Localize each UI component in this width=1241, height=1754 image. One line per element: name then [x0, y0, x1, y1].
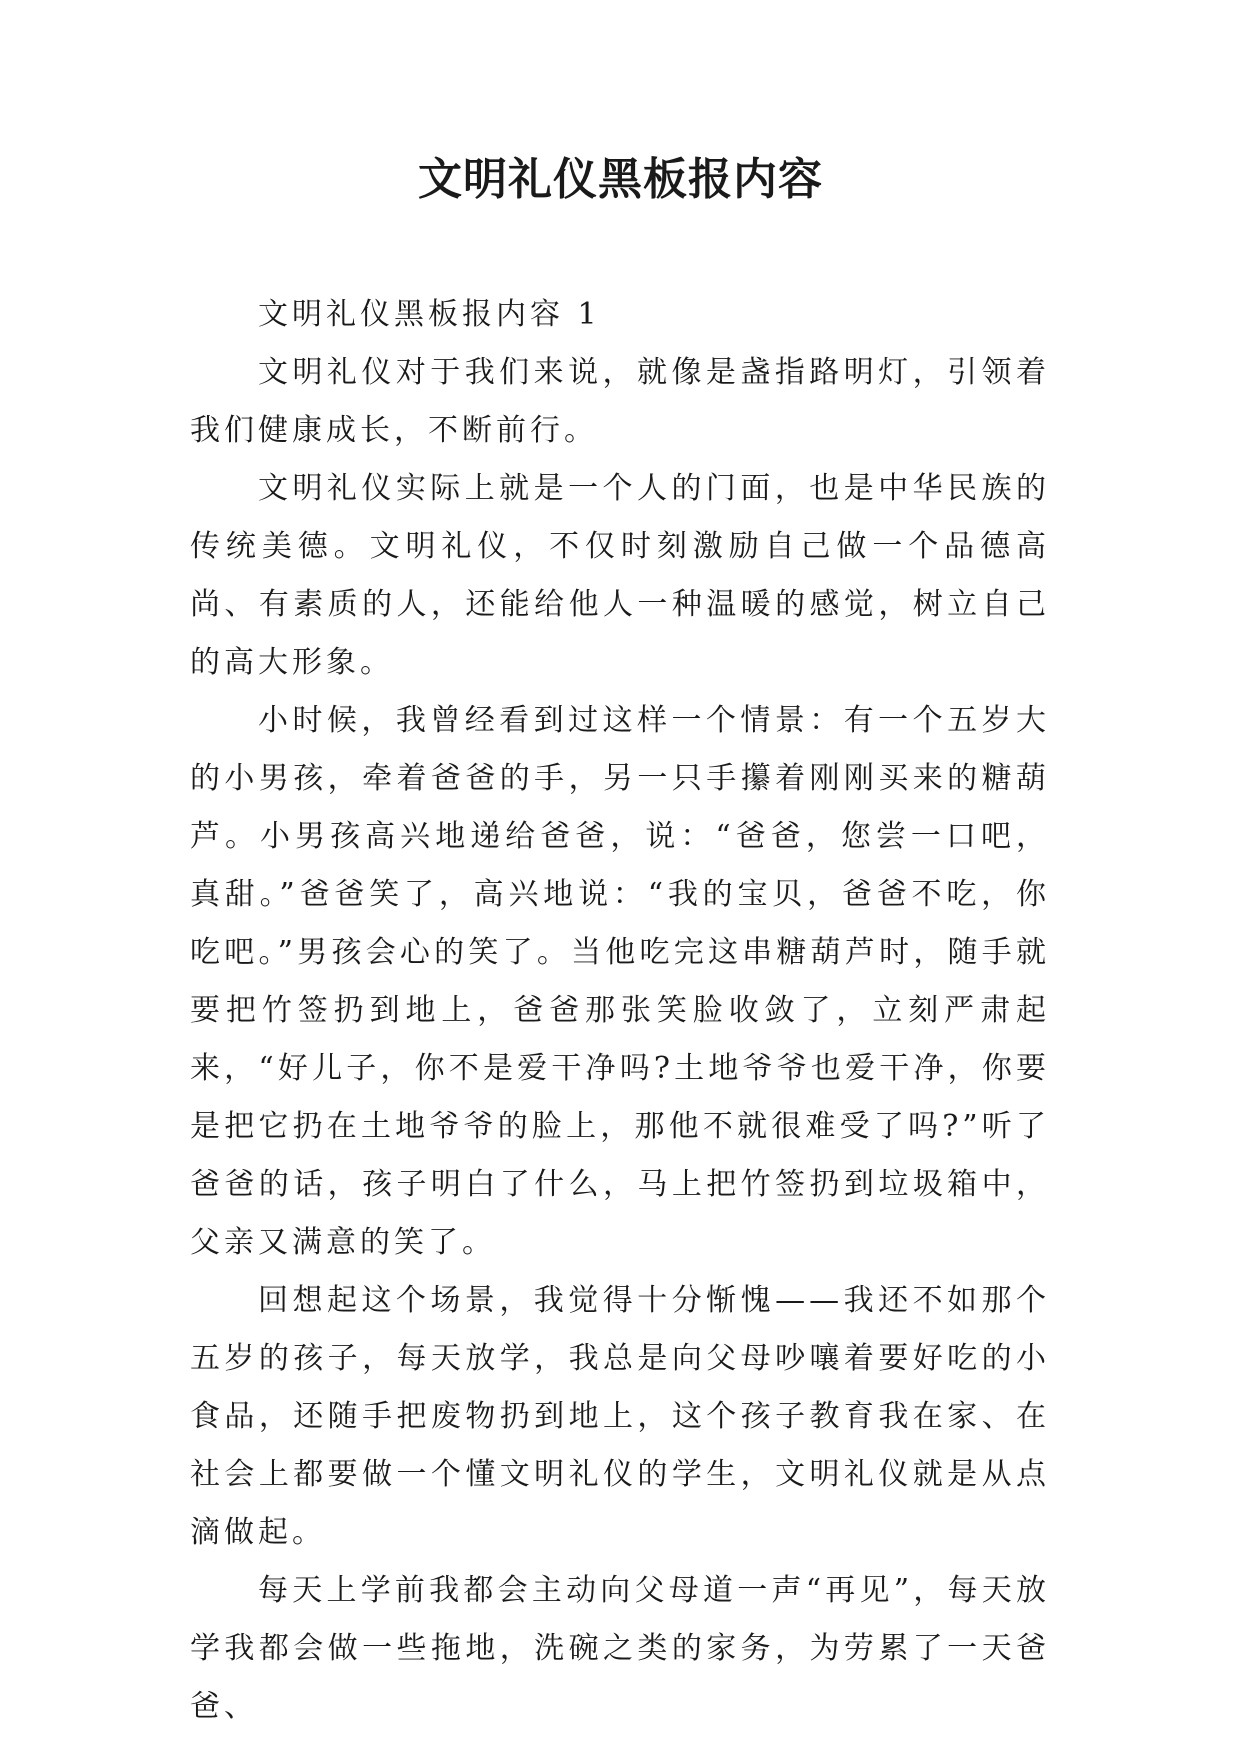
document-body [190, 286, 1050, 1736]
section-heading: 文明礼仪黑板报内容 1 [258, 297, 601, 332]
paragraph: 文明礼仪对于我们来说，就像是盏指路明灯，引领着我们健康成长，不断前行。 [190, 355, 1050, 448]
document-title: 文明礼仪黑板报内容 [418, 154, 823, 205]
paragraph: 小时候，我曾经看到过这样一个情景：有一个五岁大的小男孩，牵着爸爸的手，另一只手攥着刚刚买来的糖葫芦。小男孩高兴地递给爸爸，说：“爸爸，您尝一口吧，真甜。”爸爸笑了，高兴地说：“我的宝贝，爸爸不吃，你吃吧。”男孩会心的笑了。当他吃完这串糖葫芦时，随手就要把竹签扔到地上，爸爸那张笑脸收敛了，立刻严肃起来，“好儿子，你不是爱干净吗?土地爷爷也爱干净，你要是把它扔在土地爷爷的脸上，那他不就很难受了吗?”听了爸爸的话，孩子明白了什么，马上把竹签扔到垃圾箱中，父亲又满意的笑了。 [190, 703, 1050, 1260]
paragraph: 每天上学前我都会主动向父母道一声“再见”，每天放学我都会做一些拖地，洗碗之类的家务，为劳累了一天爸爸、 [190, 1573, 1050, 1724]
paragraph: 回想起这个场景，我觉得十分惭愧——我还不如那个五岁的孩子，每天放学，我总是向父母吵嚷着要好吃的小食品，还随手把废物扔到地上，这个孩子教育我在家、在社会上都要做一个懂文明礼仪的学生，文明礼仪就是从点滴做起。 [190, 1283, 1050, 1550]
paragraph: 文明礼仪实际上就是一个人的门面，也是中华民族的传统美德。文明礼仪，不仅时刻激励自己做一个品德高尚、有素质的人，还能给他人一种温暖的感觉，树立自己的高大形象。 [190, 471, 1050, 680]
